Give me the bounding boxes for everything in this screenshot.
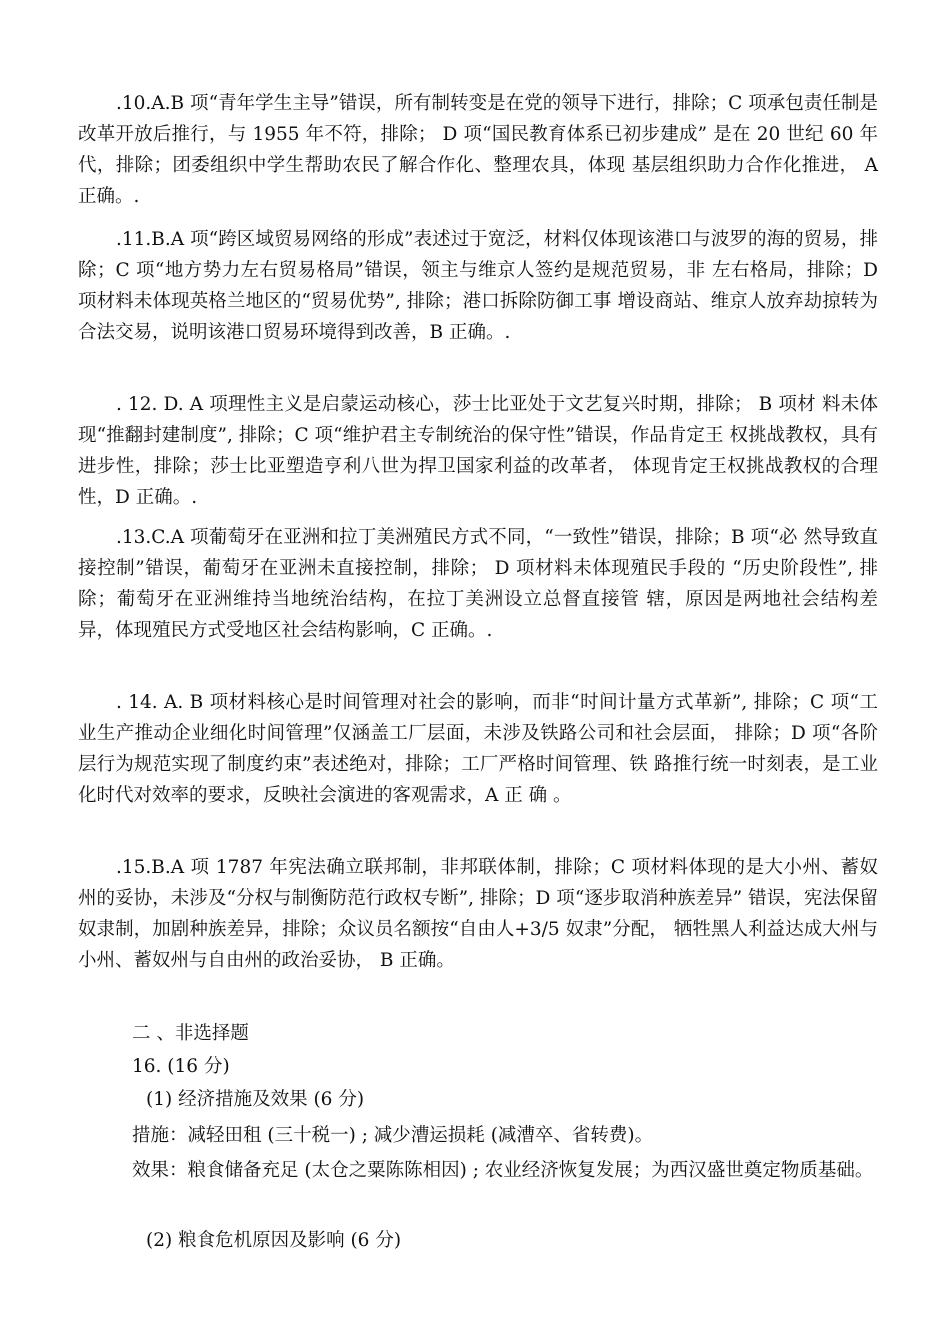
answer-13: .13.C.A 项葡萄牙在亚洲和拉丁美洲殖民方式不同，“一致性”错误，排除；B 项“必 然导致直接控制”错误，葡萄牙在亚洲未直接控制，排除； D 项材料未体现殖民手段的 “历史阶段性”, 排除；葡萄牙在亚洲维持当地统治结构，在拉丁美洲设立总督直接管 辖，原因是两地社会结构差异，体现殖民方式受地区社会结构影响，C 正确。.	[78, 527, 878, 641]
answer-11: .11.B.A 项“跨区域贸易网络的形成”表述过于宽泛，材料仅体现该港口与波罗的海的贸易，排除；C 项“地方势力左右贸易格局”错误，领主与维京人签约是规范贸易，非 左右格局，排除；D 项材料未体现英格兰地区的“贸易优势”, 排除；港口拆除防御工事 增设商站、维京人放弃劫掠转为合法交易，说明该港口贸易环境得到改善，B 正确。.	[78, 229, 878, 343]
sub-question-1-title: (1) 经济措施及效果 (6 分)	[146, 1089, 365, 1110]
sub-question-2-title: (2) 粮食危机原因及影响 (6 分)	[146, 1230, 402, 1251]
answer-15: .15.B.A 项 1787 年宪法确立联邦制，非邦联体制，排除；C 项材料体现的是大小州、蓄奴州的妥协，未涉及“分权与制衡防范行政权专断”, 排除；D 项“逐步取消种族差异” 错误，宪法保留奴隶制，加剧种族差异，排除；众议员名额按“自由人+3/5 奴隶”分配， 牺牲黑人利益达成大州与小州、蓄奴州与自由州的政治妥协， B 正确。	[78, 857, 878, 971]
answer-10: .10.A.B 项“青年学生主导”错误，所有制转变是在党的领导下进行，排除；C 项承包责任制是改革开放后推行，与 1955 年不符，排除； D 项“国民教育体系已初步建成” 是在 20 世纪 60 年代，排除；团委组织中学生帮助农民了解合作化、整理农具，体现 基层组织助力合作化推进， A 正确。.	[78, 93, 878, 207]
effects-text: 效果：粮食储备充足 (太仓之粟陈陈相因) ; 农业经济恢复发展；为西汉盛世奠定物质基础。	[132, 1160, 874, 1181]
question-16-label: 16. (16 分)	[132, 1056, 230, 1077]
answer-12: . 12. D. A 项理性主义是启蒙运动核心，莎士比亚处于文艺复兴时期，排除； B 项材 料未体现“推翻封建制度”, 排除；C 项“维护君主专制统治的保守性”错误，作品肯定王 权挑战教权，具有进步性，排除；莎士比亚塑造亨利八世为捍卫国家利益的改革者， 体现肯定王权挑战教权的合理性，D 正确。.	[78, 394, 878, 508]
section-heading: 二 、非选择题	[132, 1023, 249, 1044]
answer-14: . 14. A. B 项材料核心是时间管理对社会的影响，而非“时间计量方式革新”, 排除；C 项“工业生产推动企业细化时间管理”仅涵盖工厂层面，未涉及铁路公司和社会层面， 排除；D 项“各阶层行为规范实现了制度约束”表述绝对，排除；工厂严格时间管理、铁 路推行统一时刻表，是工业化时代对效率的要求，反映社会演进的客观需求，A 正 确 。	[78, 692, 878, 806]
measures-text: 措施：减轻田租 (三十税一) ; 减少漕运损耗 (减漕卒、省转费)。	[132, 1125, 654, 1146]
